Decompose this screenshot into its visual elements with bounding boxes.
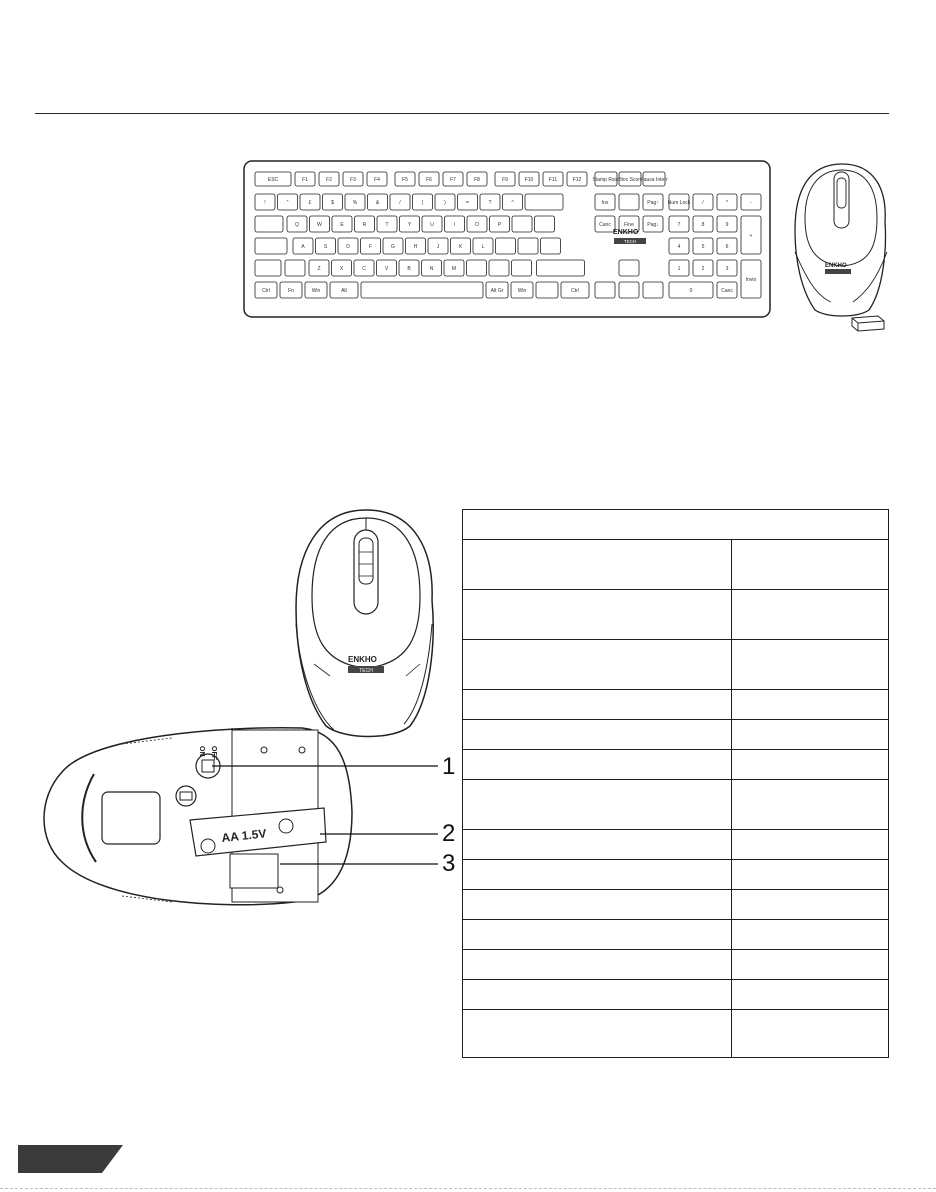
keyboard-key-label: F4 xyxy=(374,177,380,183)
keyboard-key-label: F7 xyxy=(450,177,456,183)
key-arrow-up xyxy=(619,260,639,276)
mouse-small-brand: ENKHO xyxy=(825,263,847,269)
keyboard-key-label: Pausa Interr xyxy=(640,177,668,183)
keyboard-key-label: " xyxy=(286,200,289,206)
callout-1: 1 xyxy=(442,753,456,780)
keyboard-key-label: Bloc Scorr xyxy=(618,177,642,183)
switch-on-label: ON xyxy=(198,746,205,757)
table-row xyxy=(463,1010,889,1058)
keyboard-key-label: F5 xyxy=(402,177,408,183)
callout-2: 2 xyxy=(442,820,456,847)
keyboard-key-label: F3 xyxy=(350,177,356,183)
keyboard-key-label: C xyxy=(362,266,366,272)
keyboard-key-label: / xyxy=(399,200,401,206)
key-symbol xyxy=(489,260,509,276)
mouse-large-brand: ENKHO xyxy=(348,655,377,664)
table-row xyxy=(463,920,889,950)
table-row xyxy=(463,720,889,750)
keyboard-key-label: 1 xyxy=(677,266,681,272)
keyboard-key-label: 7 xyxy=(677,222,681,228)
keyboard-key-label: X xyxy=(339,266,344,272)
keyboard-key-label: Pag↑ xyxy=(647,200,659,206)
keyboard-key-label: F12 xyxy=(572,177,582,183)
keyboard-key-label: ) xyxy=(444,200,446,206)
keyboard-key-label: 4 xyxy=(677,244,681,250)
keyboard-key-label: Ins xyxy=(601,200,609,206)
keyboard-key-label: ESC xyxy=(267,177,279,183)
page-number-tab xyxy=(18,1145,123,1173)
table-row xyxy=(463,780,889,830)
keyboard-key-label: 3 xyxy=(725,266,729,272)
keyboard-key-label: Ctrl xyxy=(571,288,579,294)
keyboard-key-label: $ xyxy=(331,200,334,206)
keyboard-key-label: % xyxy=(352,200,358,206)
keyboard-key-label: Ctrl xyxy=(262,288,270,294)
key-menu xyxy=(536,282,558,298)
keyboard-key-label: 5 xyxy=(701,244,705,250)
keyboard-key-label: Alt xyxy=(341,288,347,294)
key-backspace xyxy=(525,194,563,210)
keyboard-key-label: H xyxy=(413,244,418,250)
keyboard-key-label: Fine xyxy=(624,222,634,228)
usb-dongle-illustration xyxy=(848,313,890,333)
keyboard-key-label: 6 xyxy=(725,244,729,250)
callout-3: 3 xyxy=(442,850,456,877)
keyboard-key-label: F10 xyxy=(524,177,534,183)
keyboard-key-label: F1 xyxy=(302,177,308,183)
keyboard-key-label: G xyxy=(391,244,395,250)
table-row xyxy=(463,830,889,860)
keyboard-key-label: F6 xyxy=(426,177,432,183)
page-trim-line xyxy=(0,1188,936,1189)
battery-label: AA 1.5V xyxy=(220,826,267,845)
keyboard-key-label: S xyxy=(323,244,328,250)
key-symbol xyxy=(535,216,555,232)
key-shift xyxy=(255,260,281,276)
keyboard-key-label: Stamp Rsist xyxy=(592,177,620,183)
keyboard-key-label: J xyxy=(436,244,440,250)
keyboard-key-label: Pag↓ xyxy=(647,222,659,228)
keyboard-key-label: N xyxy=(429,266,434,272)
key-tab xyxy=(255,216,283,232)
keyboard-key-label: ( xyxy=(421,200,424,206)
keyboard-key-label: = xyxy=(466,200,469,206)
keyboard-key-label: O xyxy=(475,222,479,228)
table-row xyxy=(463,980,889,1010)
key-caps xyxy=(255,238,287,254)
keyboard-key-label: A xyxy=(301,244,305,250)
keyboard-key-label: Canc xyxy=(599,222,611,228)
key-symbol xyxy=(512,260,532,276)
keyboard-key-label: Invio xyxy=(745,277,757,283)
keyboard-key-label: Win xyxy=(517,288,527,294)
keyboard-key-label: L xyxy=(481,244,485,250)
keyboard-key-label: Fn xyxy=(288,288,294,294)
keyboard-key-label: I xyxy=(453,222,456,228)
keyboard-key-label: F11 xyxy=(548,177,558,183)
keyboard-key-label: V xyxy=(384,266,389,272)
keyboard-key-label: Z xyxy=(317,266,321,272)
keyboard-key-label: ^ xyxy=(511,200,514,206)
keyboard-key-label: F2 xyxy=(326,177,332,183)
table-row xyxy=(463,950,889,980)
table-header-row xyxy=(463,510,889,540)
table-row xyxy=(463,860,889,890)
keyboard-brand-sub: TECH xyxy=(623,239,637,244)
key-arrow-left xyxy=(595,282,615,298)
keyboard-key-label: P xyxy=(497,222,502,228)
keyboard-key-label: Alt Gr xyxy=(490,288,504,294)
keyboard-key-label: 2 xyxy=(701,266,705,272)
keyboard-key-label: 0 xyxy=(689,288,693,294)
keyboard-key-label: F8 xyxy=(474,177,480,183)
mouse-top-small xyxy=(787,160,897,320)
keyboard-key-label: + xyxy=(749,233,753,239)
keyboard-key-label: U xyxy=(430,222,434,228)
keyboard-key-label: - xyxy=(750,200,752,206)
keyboard-key-label: Y xyxy=(407,222,412,228)
keyboard-key-label: D xyxy=(346,244,350,250)
mouse-top-large xyxy=(286,504,456,744)
keyboard-brand-logo: ENKHO xyxy=(613,229,639,236)
keyboard-key-label: & xyxy=(375,200,380,206)
table-row xyxy=(463,890,889,920)
header-rule xyxy=(35,113,889,114)
key-nav xyxy=(619,194,639,210)
keyboard-key-label: Canc xyxy=(721,288,733,294)
keyboard-key-label: T xyxy=(385,222,389,228)
spec-table xyxy=(462,509,889,1058)
keyboard-key-label: Win xyxy=(311,288,321,294)
keyboard-illustration xyxy=(243,160,771,318)
keyboard-key-label: R xyxy=(362,222,367,228)
key-shift-right xyxy=(537,260,585,276)
keyboard-key-label: W xyxy=(317,222,322,228)
key-symbol xyxy=(518,238,538,254)
keyboard-key-label: ! xyxy=(264,200,266,206)
key-symbol xyxy=(512,216,532,232)
table-row xyxy=(463,640,889,690)
callout-lines xyxy=(200,760,440,870)
key-symbol xyxy=(496,238,516,254)
switch-off-label: OFF xyxy=(210,746,217,760)
keyboard-key-label: £ xyxy=(308,200,312,206)
keyboard-key-label: ? xyxy=(488,200,492,206)
keyboard-key-label: * xyxy=(726,200,728,206)
key-arrow-right xyxy=(643,282,663,298)
key-symbol xyxy=(467,260,487,276)
keyboard-key-label: 8 xyxy=(701,222,705,228)
svg-text:TECH: TECH xyxy=(359,668,373,674)
keyboard-key-label: B xyxy=(407,266,411,272)
table-row xyxy=(463,540,889,590)
table-row xyxy=(463,590,889,640)
table-row xyxy=(463,750,889,780)
keyboard-key-label: K xyxy=(458,244,463,250)
key-space xyxy=(361,282,483,298)
keyboard-key-label: 9 xyxy=(725,222,729,228)
keyboard-key-label: Q xyxy=(295,222,299,228)
keyboard-key-label: F9 xyxy=(502,177,508,183)
keyboard-key-label: F xyxy=(368,244,373,250)
keyboard-key-label: M xyxy=(451,266,457,272)
key-symbol xyxy=(541,238,561,254)
keyboard-key-label: / xyxy=(702,200,704,206)
keyboard-key-label: E xyxy=(340,222,344,228)
key-symbol xyxy=(285,260,305,276)
key-arrow-down xyxy=(619,282,639,298)
keyboard-key-label: Num Lock xyxy=(667,200,691,206)
table-row xyxy=(463,690,889,720)
